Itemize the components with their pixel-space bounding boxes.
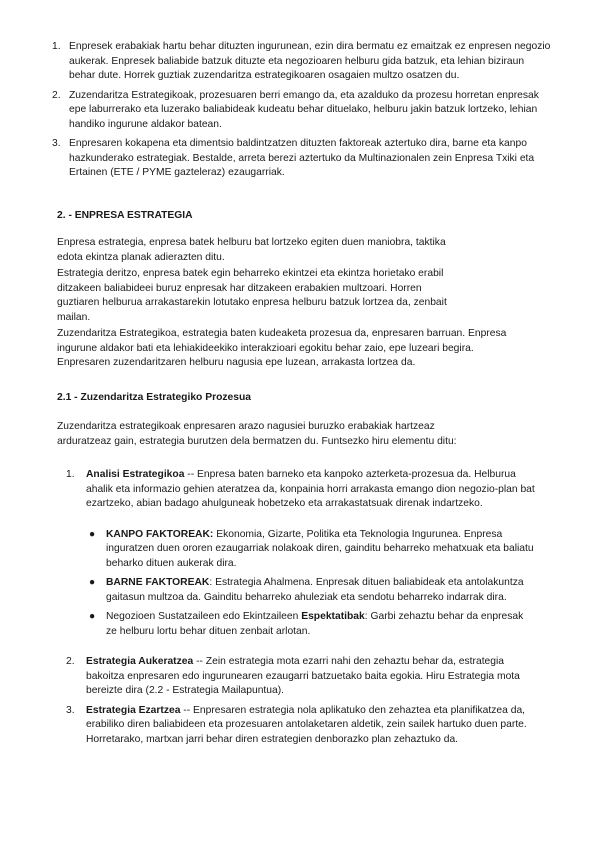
step-text: -- Enpresaren estrategia nola aplikatuko den zehaztea eta planifikatzea da, erabiliko diren baliabideen eta prozesuaren antolaketaren aldetik, zein sailek hartuko duen parte. Horretarako, martxan jarri behar diren estrategien denborazko plan zehaztuko da.: [86, 704, 527, 745]
bullet-title: BARNE FAKTOREAK: [106, 577, 210, 588]
list-item: [66, 655, 536, 699]
list-item: [66, 468, 536, 639]
bullet-title: KANPO FAKTOREAK:: [106, 528, 214, 540]
factor-list: [86, 528, 536, 640]
paragraph: Zuzendaritza Estrategikoa, estrategia baten kudeaketa prozesua da, enpresaren barruan. Enpresa ingurune aldakor bati eta lehiakideekiko interakzioari egokitu behar zaio, epe luzeari begira. Enpresaren zuzendaritzaren helburu nagusia epe luzean, arrakasta lortzea da.: [57, 328, 507, 368]
bullet-item: [86, 576, 536, 605]
list-item: [52, 89, 552, 133]
step-title: Analisi Estrategikoa: [86, 469, 185, 480]
list-number: 3.: [52, 138, 61, 149]
step-text: -- Enpresa baten barneko eta kanpoko azterketa-prozesua da. Helburua ahalik eta informazio gehien ateratzea da, konpainia horri arrakasta emango dion negozio-plan bat ezartzeko, abian badago ahulguneak hobetzeko eta arrakastatsuak direnak indartzeko.: [86, 469, 535, 509]
subsection-heading: 2.1 - Zuzendaritza Estrategiko Prozesua: [57, 392, 251, 403]
list-item: [52, 40, 552, 84]
bullet-text: : Garbi zehaztu behar da enpresak ze helburu lortu behar dituen zenbait arlotan.: [106, 611, 524, 637]
section-heading: 2. - ENPRESA ESTRATEGIA: [57, 210, 193, 221]
section-body: [57, 236, 527, 371]
list-number: 1.: [52, 41, 61, 52]
paragraph: Enpresa estrategia, enpresa batek helburu bat lortzeko egiten duen maniobra, taktika edota ekintza planak adierazten ditu.: [57, 237, 446, 263]
bullet-title: Espektatibak: [301, 611, 365, 622]
intro-list: [52, 40, 552, 186]
list-item: [66, 704, 536, 748]
bullet-icon: ●: [89, 577, 96, 588]
step-title: Estrategia Aukeratzea: [86, 656, 194, 667]
bullet-icon: ●: [89, 528, 96, 540]
step-text: -- Zein estrategia mota ezarri nahi den zehaztu behar da, estrategia bakoitza enpresaren edo ingurunearen ezaugarri batzuetako baita egokia. Hiru Estrategia mota bereizte dira (2.2 - Estrategia Mailapuntua).: [86, 656, 520, 696]
bullet-icon: ●: [89, 611, 96, 622]
paragraph: Zuzendaritza estrategikoak enpresaren arazo nagusiei buruzko erabakiak hartzeaz arduratzeaz gain, estrategia burutzen dela bermatzen du. Funtsezko hiru elementu ditu:: [57, 421, 457, 447]
list-text: Zuzendaritza Estrategikoak, prozesuaren berri emango da, eta azalduko da prozesu horretan enpresak epe laburrerako eta luzerako baliabideak kudeatu behar dituelako, helburu jakin batzuk lortzeko, lehian handiko ingurune aldakor batean.: [69, 89, 539, 130]
list-number: 2.: [66, 656, 75, 667]
list-number: 2.: [52, 89, 61, 101]
list-text: Enpresaren kokapena eta dimentsio baldintzatzen dituzten faktoreak aztertuko dira, barne eta kanpo hazkunderako estrategiak. Bestalde, arreta berezi aztertuko da Multinazionalen zein Enpresa Txiki eta Ertainen (ETE / PYME gazteleraz) ezaugarriak.: [69, 138, 535, 178]
paragraph: Estrategia deritzo, enpresa batek egin beharreko ekintzei eta ekintza horietako erabil ditzakeen baliabideei buruz enpresak har ditzakeen erabakien multzoari. Horren guztiaren helburua arrakastarekin lotutako enpresa helburu batzuk lortzea da, zenbait mailan.: [57, 268, 447, 323]
list-text: Enpresek erabakiak hartu behar dituzten ingurunean, ezin dira bermatu ez emaitzak ez enpresen negozio aukerak. Enpresek baliabide batzuk dituzte eta negozioaren helburu gida batzuk, eta lehian biziraun behar dute. Horrek guztiak zuzendaritza estrategikoaren osagaien multzo osatzen du.: [69, 41, 551, 81]
step-title: Estrategia Ezartzea: [86, 704, 181, 716]
steps-list: [66, 468, 536, 747]
list-item: [52, 137, 552, 181]
list-number: 3.: [66, 704, 75, 716]
list-number: 1.: [66, 469, 75, 480]
bullet-text: Ekonomia, Gizarte, Politika eta Teknologia Ingurunea. Enpresa inguratzen duen ororen ezaugarriak nolakoak diren, gainditu beharreko mehatxuak eta baliatu beharko dituen aukerak dira.: [106, 528, 534, 569]
bullet-text: : Estrategia Ahalmena. Enpresak dituen baliabideak eta antolakuntza gaitasun multzoa da. Gainditu beharreko ahuleziak eta sendotu beharreko indarrak dira.: [106, 577, 524, 603]
bullet-item: [86, 610, 536, 639]
bullet-item: [86, 528, 536, 572]
bullet-prefix: Negozioen Sustatzaileen edo Ekintzaileen: [106, 611, 302, 622]
